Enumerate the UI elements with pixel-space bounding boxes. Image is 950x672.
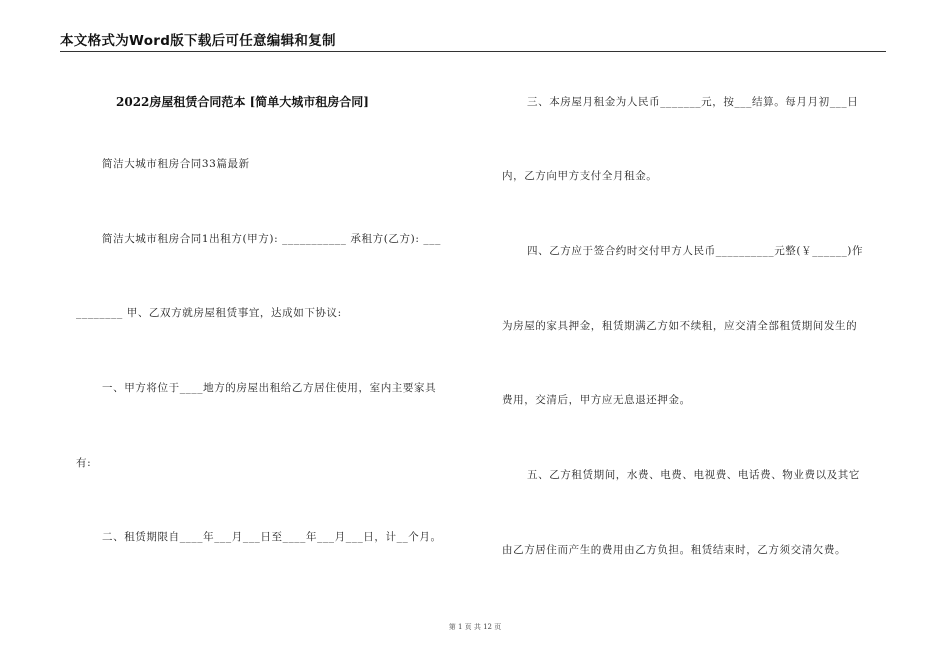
right-paragraph-line: 三、本房屋月租金为人民币_______元，按___结算。每月月初___日 <box>527 96 859 108</box>
document-title: 2022房屋租赁合同范本 [简单大城市租房合同] <box>116 95 369 109</box>
document-header <box>60 33 886 52</box>
left-paragraph-line: 简洁大城市租房合同33篇最新 <box>102 158 250 170</box>
header-title: 本文格式为Word版下载后可任意编辑和复制 <box>60 33 336 49</box>
left-paragraph-line: 有: <box>76 457 92 469</box>
left-paragraph-line: ________ 甲、乙双方就房屋租赁事宜，达成如下协议: <box>76 307 342 319</box>
right-paragraph-line: 由乙方居住而产生的费用由乙方负担。租赁结束时，乙方须交清欠费。 <box>502 544 847 556</box>
right-paragraph-line: 费用，交清后，甲方应无息退还押金。 <box>502 394 691 406</box>
right-paragraph-line: 为房屋的家具押金，租赁期满乙方如不续租，应交清全部租赁期间发生的 <box>502 320 858 332</box>
right-paragraph-line: 五、乙方租赁期间，水费、电费、电视费、电话费、物业费以及其它 <box>527 469 860 481</box>
page-number: 第 1 页 共 12 页 <box>448 623 502 631</box>
left-paragraph-line: 简洁大城市租房合同1出租方(甲方): ___________ 承租方(乙方): ___ <box>102 233 441 245</box>
left-paragraph-line: 一、甲方将位于____地方的房屋出租给乙方居住使用，室内主要家具 <box>102 382 437 394</box>
right-paragraph-line: 内，乙方向甲方支付全月租金。 <box>502 170 658 182</box>
right-paragraph-line: 四、乙方应于签合约时交付甲方人民币__________元整(￥______)作 <box>527 245 864 257</box>
left-paragraph-line: 二、租赁期限自____年___月___日至____年___月___日，计__个月。 <box>102 531 442 543</box>
